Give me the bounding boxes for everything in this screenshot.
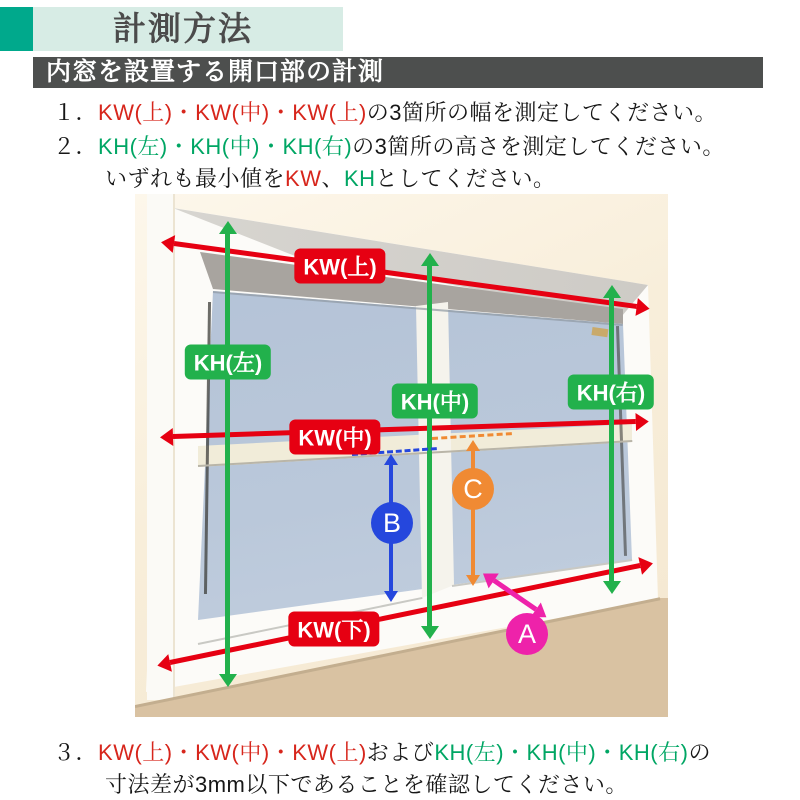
instruction-step-3-line2: 寸法差が3mm以下であることを確認してください。 — [105, 772, 628, 797]
kh-right-arrow — [609, 298, 614, 581]
kh-middle-arrow — [427, 266, 432, 626]
step3-post: の — [688, 740, 711, 765]
point-a-badge: A — [506, 613, 548, 655]
kh-right-tag: KH(右) — [568, 375, 654, 410]
step3-number: ３． — [53, 740, 99, 765]
instruction-step-2 — [53, 130, 725, 161]
step1-kw-labels: KW(上)・KW(中)・KW(上) — [98, 100, 367, 125]
step2-note-comma: 、 — [321, 166, 344, 191]
step1-text: の3箇所の幅を測定してください。 — [366, 100, 718, 125]
instruction-step-2-note — [105, 162, 556, 193]
kh-left-tag: KH(左) — [185, 345, 271, 380]
kw-middle-tag: KW(中) — [289, 420, 380, 455]
wall-left-casing — [147, 194, 175, 700]
instruction-step-1 — [53, 96, 717, 127]
kw-top-tag: KW(上) — [294, 249, 385, 284]
step3-mid: および — [366, 740, 435, 765]
page-title: 計測方法 — [113, 10, 253, 47]
step1-number: １． — [53, 100, 99, 125]
step2-note-kw: KW — [285, 166, 322, 191]
window-photo — [135, 194, 668, 717]
kw-bottom-tag: KW(下) — [288, 612, 379, 647]
step2-note-post: としてください。 — [375, 166, 556, 191]
step3-kw-labels: KW(上)・KW(中)・KW(上) — [98, 740, 367, 765]
step2-note-kh: KH — [343, 166, 376, 191]
kh-middle-tag: KH(中) — [392, 384, 478, 419]
point-c-badge: C — [452, 468, 494, 510]
step2-kh-labels: KH(左)・KH(中)・KH(右) — [98, 134, 353, 159]
section-title-bar: 内窓を設置する開口部の計測 — [33, 57, 763, 88]
step3-kh-labels: KH(左)・KH(中)・KH(右) — [434, 740, 689, 765]
step2-text: の3箇所の高さを測定してください。 — [352, 134, 725, 159]
instruction-step-3 — [53, 736, 711, 767]
point-b-badge: B — [371, 502, 413, 544]
step2-note-pre: いずれも最小値を — [105, 166, 286, 191]
step2-number: ２． — [53, 134, 99, 159]
kh-left-arrow — [225, 234, 230, 674]
teal-accent-square — [0, 7, 33, 51]
